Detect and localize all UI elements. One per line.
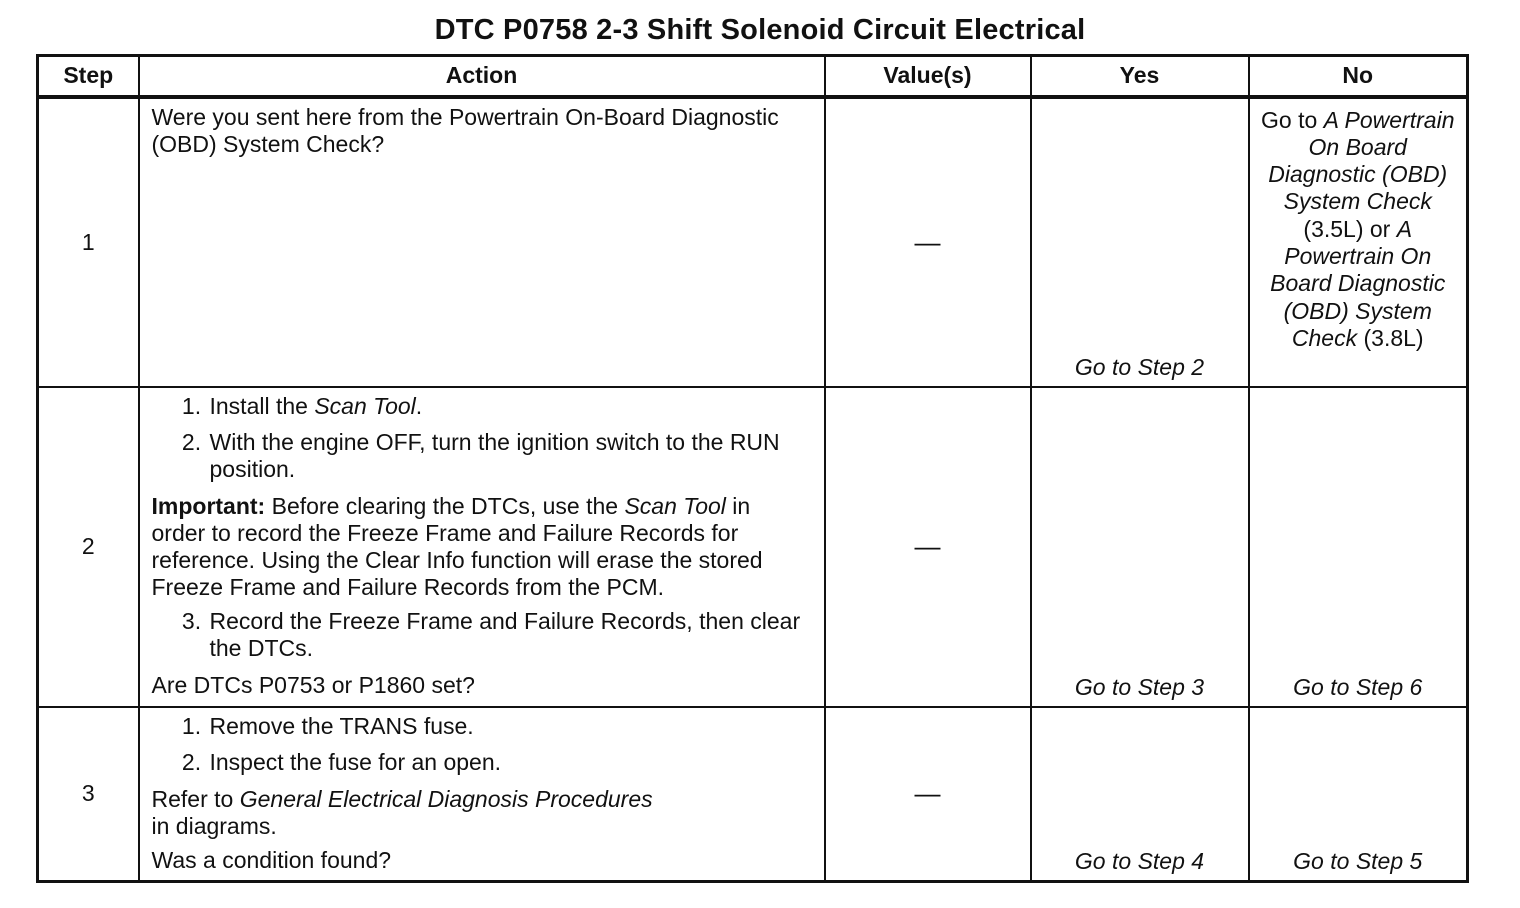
action-step-item: 1. Install the Scan Tool. [208,393,810,420]
page-title: DTC P0758 2-3 Shift Solenoid Circuit Electrical [434,14,1086,46]
table-row [38,387,1468,707]
action-step-item: 2. Inspect the fuse for an open. [208,749,810,776]
yes-link[interactable]: Go to Step 3 [1074,673,1205,700]
yes-cell [1031,387,1249,707]
yes-link[interactable]: Go to Step 2 [1074,353,1205,380]
important-label: Important: [151,492,266,519]
no-link-obd-check-35[interactable]: A Powertrain On Board Diagnostic (OBD) System Check [1268,106,1455,215]
action-steps-list [152,713,810,776]
no-cell [1249,97,1468,387]
action-cell [139,387,825,707]
value-cell: — [825,707,1031,882]
step-number: 3 [38,707,139,882]
action-question: Was a condition found? [151,846,392,873]
important-note: Important: Before clearing the DTCs, use the Scan Tool in order to record the Freeze Frame and Failure Records for reference. Using the Clear Info function will erase the stored Freeze Frame and Failure Records from the PCM. [151,492,763,600]
no-mid: (3.5L) or [1303,215,1397,242]
no-cell [1249,707,1468,882]
refer-note: Refer to General Electrical Diagnosis Procedures in diagrams. [151,785,653,839]
header-yes: Yes [1031,56,1249,97]
no-prefix: Go to [1261,106,1324,133]
action-cell [139,707,825,882]
action-step-item: 2. With the engine OFF, turn the ignition switch to the RUN position. [208,429,810,483]
action-step-item: 1. Remove the TRANS fuse. [208,713,810,740]
yes-link[interactable]: Go to Step 4 [1074,847,1205,874]
header-step: Step [38,56,139,97]
header-no: No [1249,56,1468,97]
yes-cell [1031,707,1249,882]
no-link[interactable]: Go to Step 6 [1293,673,1423,700]
header-values: Value(s) [825,56,1031,97]
action-step-item: 3. Record the Freeze Frame and Failure Records, then clear the DTCs. [208,608,810,662]
yes-cell [1031,97,1249,387]
no-link[interactable]: Go to Step 5 [1293,847,1423,874]
step-number: 1 [38,97,139,387]
refer-link[interactable]: General Electrical Diagnosis Procedures [239,785,653,812]
action-steps-list [152,608,810,662]
value-cell: — [825,387,1031,707]
table-header-row [38,56,1468,97]
no-link-obd-check-38[interactable]: A Powertrain On Board Diagnostic (OBD) System Check [1270,215,1446,351]
action-cell [139,97,825,387]
action-steps-list [152,393,810,483]
action-question: Are DTCs P0753 or P1860 set? [151,671,475,698]
table-row [38,707,1468,882]
step-number: 2 [38,387,139,707]
diagnostic-table [36,54,1469,883]
value-cell: — [825,97,1031,387]
table-row [38,97,1468,387]
no-cell [1249,387,1468,707]
no-suffix: (3.8L) [1357,324,1424,351]
action-question: Were you sent here from the Powertrain On-Board Diagnostic (OBD) System Check? [151,103,779,157]
header-action: Action [139,56,825,97]
